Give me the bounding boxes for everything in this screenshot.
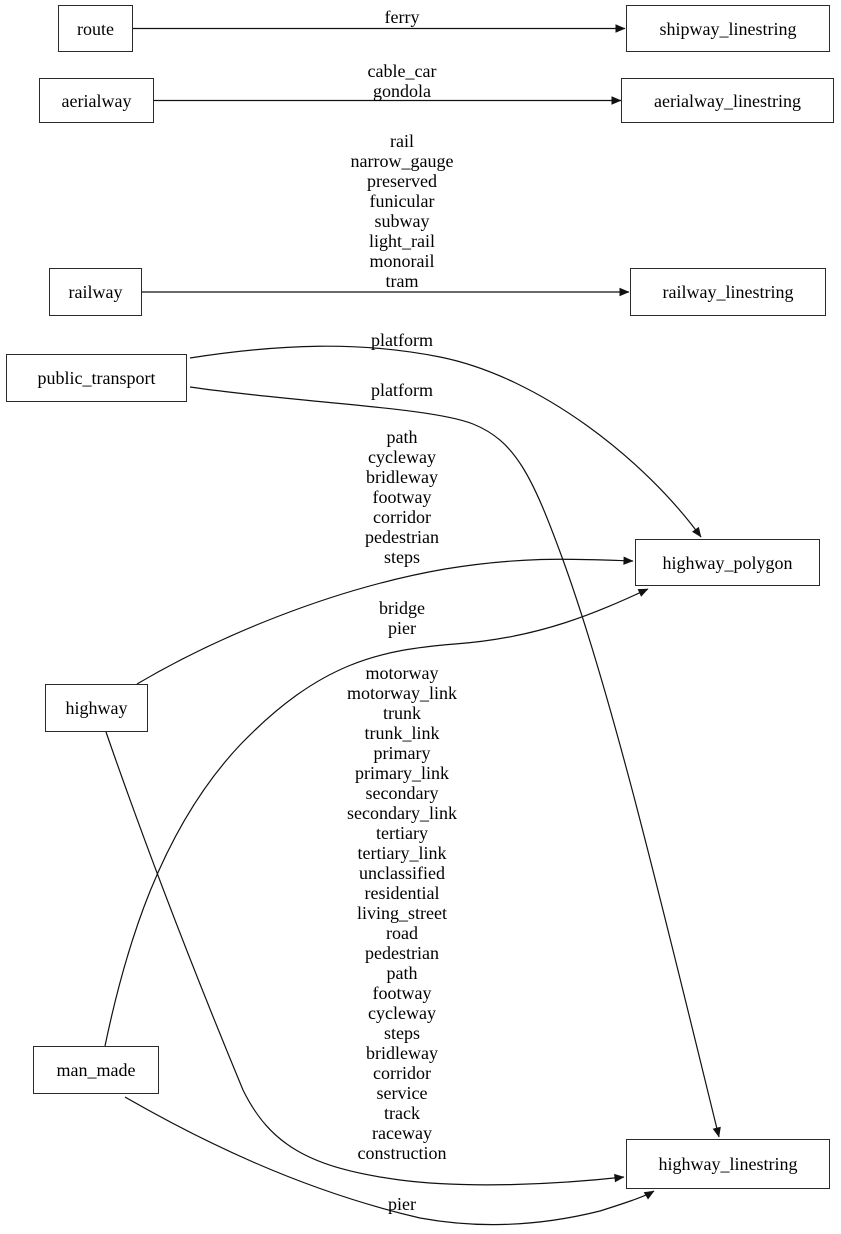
edge-label-value: secondary — [365, 783, 439, 803]
edge-label-value: footway — [372, 487, 432, 507]
edge-label-value: bridleway — [366, 467, 438, 487]
edge-label-value: track — [384, 1103, 420, 1123]
edge-label-aerialway-to-aerialway_linestring — [368, 61, 437, 101]
edge-label-value: residential — [364, 883, 440, 903]
edge-label-value: motorway_link — [347, 683, 457, 703]
edge-label-value: construction — [357, 1143, 447, 1163]
edge-label-man_made-to-highway_polygon — [379, 598, 425, 638]
node-highway_polygon: highway_polygon — [635, 539, 820, 586]
node-highway_linestring: highway_linestring — [626, 1139, 830, 1189]
edge-label-value: steps — [384, 547, 420, 567]
edge-label-value: primary_link — [355, 763, 449, 783]
edge-label-value: path — [386, 963, 418, 983]
edge-label-value: path — [386, 427, 418, 447]
edge-label-value: light_rail — [369, 231, 435, 251]
edge-label-value: preserved — [367, 171, 437, 191]
node-route: route — [58, 5, 133, 52]
edge-label-value: primary — [373, 743, 431, 763]
edge-label-value: cycleway — [368, 1003, 436, 1023]
edge-label-value: road — [386, 923, 418, 943]
edge-label-value: secondary_link — [347, 803, 457, 823]
edge-label-value: cable_car — [367, 61, 437, 81]
edge-label-value: tertiary — [376, 823, 428, 843]
edge-label-value: platform — [371, 330, 433, 350]
edge-label-value: steps — [384, 1023, 420, 1043]
node-aerialway: aerialway — [39, 78, 154, 123]
edge-label-value: monorail — [369, 251, 435, 271]
edge-label-value: pier — [388, 618, 416, 638]
node-highway: highway — [45, 684, 148, 732]
edge-label-value: trunk — [383, 703, 421, 723]
edge-label-value: cycleway — [368, 447, 436, 467]
edge-label-value: bridge — [379, 598, 425, 618]
edge-label-value: raceway — [372, 1123, 432, 1143]
edge-label-value: pedestrian — [365, 943, 439, 963]
edge-public_transport-to-highway_polygon — [190, 346, 701, 537]
edge-label-highway-to-highway_linestring — [347, 663, 457, 1163]
edge-label-value: ferry — [384, 7, 420, 27]
edge-label-value: gondola — [372, 81, 431, 101]
edge-label-highway-to-highway_polygon — [365, 427, 439, 567]
edge-label-value: platform — [371, 380, 433, 400]
edge-label-man_made-to-highway_linestring — [388, 1194, 416, 1214]
edge-label-value: trunk_link — [364, 723, 440, 743]
edge-label-value: living_street — [357, 903, 447, 923]
edge-label-value: narrow_gauge — [350, 151, 454, 171]
edge-label-route-to-shipway_linestring — [385, 7, 420, 27]
edge-label-railway-to-railway_linestring — [351, 131, 454, 291]
edge-label-value: corridor — [373, 507, 431, 527]
edge-label-value: unclassified — [359, 863, 445, 883]
edge-label-value: tertiary_link — [357, 843, 447, 863]
node-man_made: man_made — [33, 1046, 159, 1094]
node-public_transport: public_transport — [6, 354, 187, 402]
edge-label-value: subway — [374, 211, 430, 231]
edge-label-value: bridleway — [366, 1043, 438, 1063]
node-shipway_linestring: shipway_linestring — [626, 5, 830, 52]
edge-label-public_transport-to-highway_polygon — [371, 330, 433, 350]
edge-label-value: footway — [372, 983, 432, 1003]
node-railway: railway — [49, 268, 142, 316]
edge-label-value: funicular — [369, 191, 435, 211]
edge-label-public_transport-to-highway_linestring — [371, 380, 433, 400]
node-railway_linestring: railway_linestring — [630, 268, 826, 316]
node-aerialway_linestring: aerialway_linestring — [621, 78, 834, 123]
edge-label-value: pier — [388, 1194, 416, 1214]
edge-label-value: tram — [385, 271, 419, 291]
edge-label-value: rail — [390, 131, 414, 151]
edge-label-value: pedestrian — [365, 527, 439, 547]
edge-label-value: motorway — [365, 663, 439, 683]
edge-label-value: corridor — [373, 1063, 431, 1083]
edge-label-value: service — [376, 1083, 428, 1103]
